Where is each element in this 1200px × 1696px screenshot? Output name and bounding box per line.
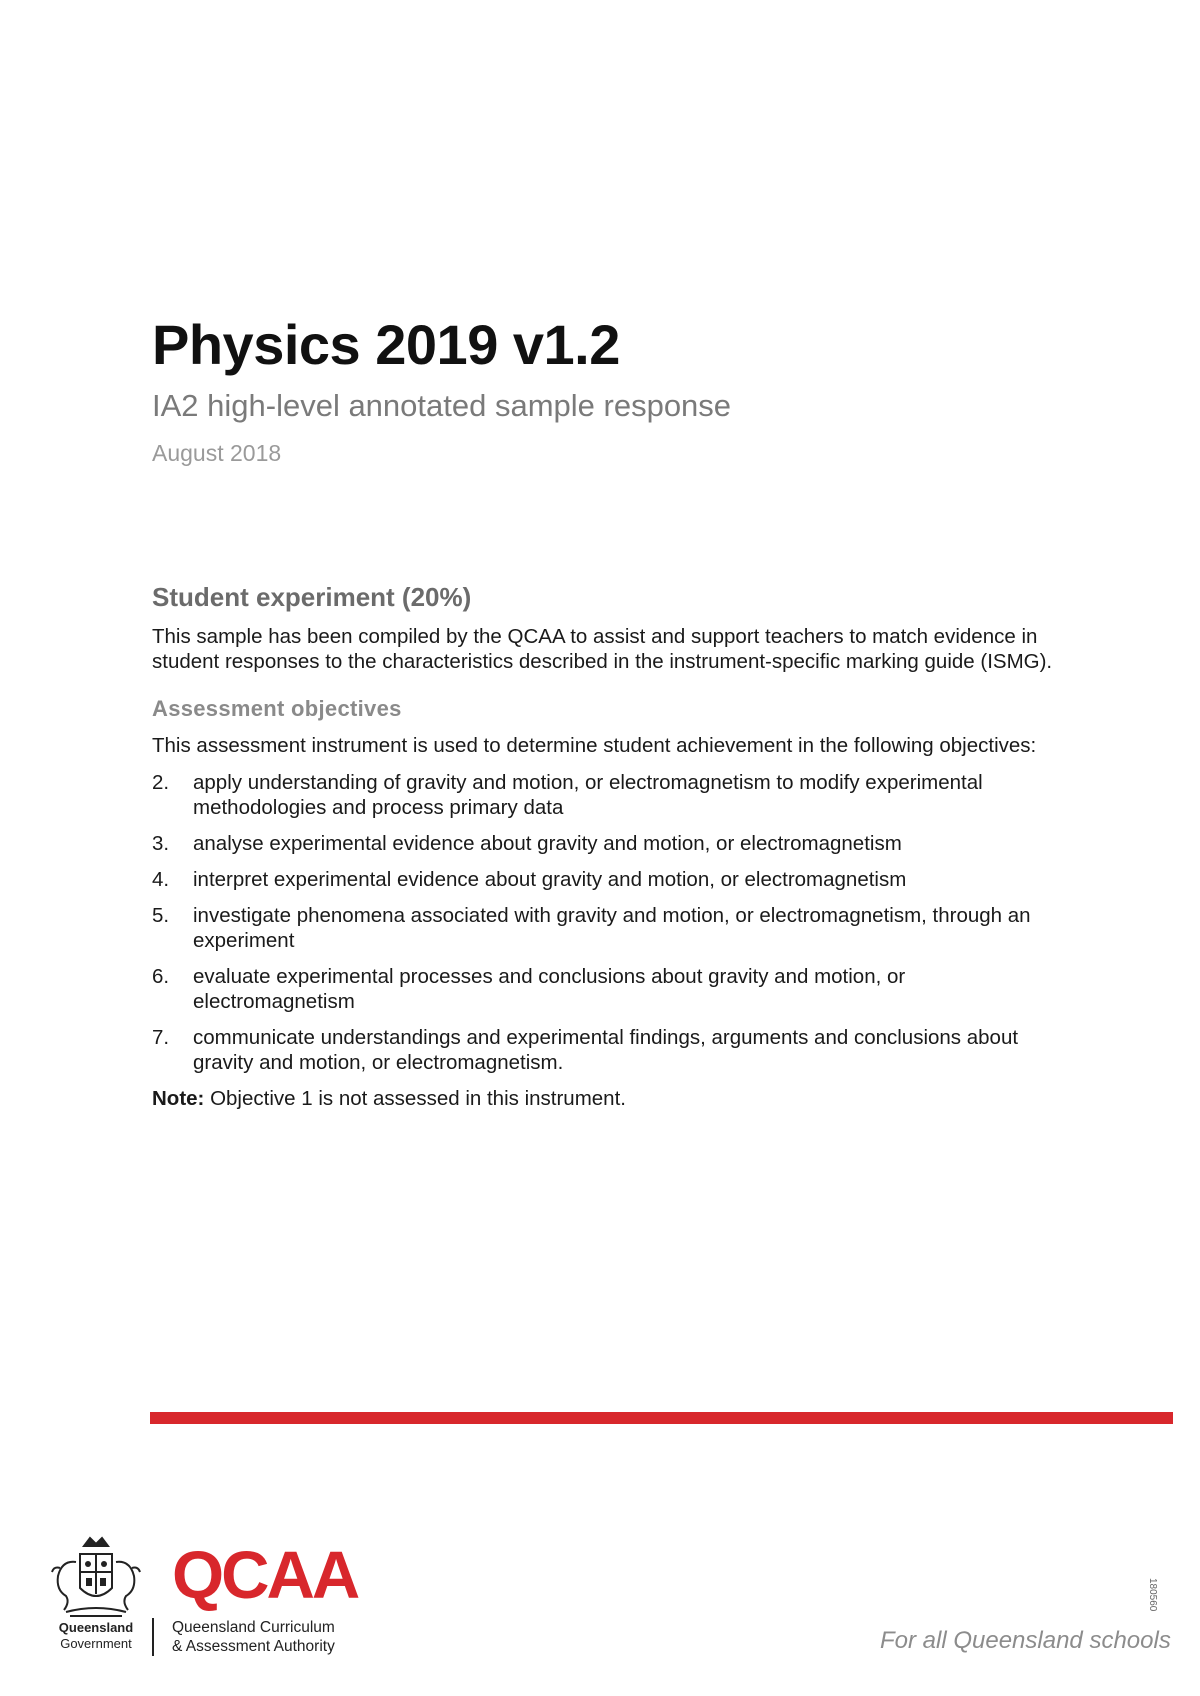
- note-label: Note:: [152, 1087, 205, 1110]
- objectives-heading: Assessment objectives: [152, 696, 402, 721]
- qcaa-line-1: Queensland Curriculum: [172, 1619, 335, 1636]
- objectives-list: [152, 770, 1062, 1075]
- document-subtitle: IA2 high-level annotated sample response: [152, 388, 732, 423]
- footer-tagline: For all Queensland schools: [880, 1627, 1171, 1654]
- objective-item: [152, 831, 1062, 856]
- objective-number: 5.: [152, 904, 170, 927]
- objective-text: communicate understandings and experimental findings, arguments and conclusions about gravity and motion, or electromagnetism.: [193, 1026, 1019, 1074]
- objective-number: 3.: [152, 832, 170, 855]
- qcaa-logo-fullname: [172, 1618, 335, 1656]
- note-text: Objective 1 is not assessed in this instrument.: [204, 1087, 626, 1110]
- objective-text: apply understanding of gravity and motion, or electromagnetism to modify experimental methodologies and process primary data: [193, 771, 983, 819]
- objective-item: [152, 867, 1062, 892]
- qcaa-logo-acronym: QCAA: [172, 1538, 358, 1613]
- objectives-lead: This assessment instrument is used to determine student achievement in the following objectives:: [152, 734, 1037, 757]
- objective-text: interpret experimental evidence about gravity and motion, or electromagnetism: [193, 868, 907, 891]
- gov-line-1: Queensland: [58, 1620, 134, 1635]
- section-intro: This sample has been compiled by the QCAA to assist and support teachers to match evidence in student responses to the characteristics described in the instrument-specific marking guide (ISMG).: [152, 625, 1053, 673]
- objective-text: investigate phenomena associated with gravity and motion, or electromagnetism, through an experiment: [193, 904, 1031, 952]
- logo-divider: [152, 1618, 154, 1656]
- qcaa-line-2: & Assessment Authority: [172, 1638, 335, 1655]
- objective-number: 6.: [152, 965, 170, 988]
- objective-number: 7.: [152, 1026, 170, 1049]
- section-heading: Student experiment (20%): [152, 582, 472, 612]
- document-date: August 2018: [152, 440, 282, 466]
- objective-number: 4.: [152, 868, 170, 891]
- objective-text: analyse experimental evidence about gravity and motion, or electromagnetism: [193, 832, 902, 855]
- gov-line-2: Government: [60, 1636, 132, 1651]
- objective-text: evaluate experimental processes and conclusions about gravity and motion, or electromagnetism: [193, 965, 906, 1013]
- objective-item: [152, 770, 1062, 820]
- objective-number: 2.: [152, 771, 170, 794]
- objective-item: [152, 903, 1062, 953]
- objective-item: [152, 964, 1062, 1014]
- document-id: 180560: [1147, 1578, 1158, 1612]
- queensland-government-wordmark: [48, 1620, 144, 1652]
- red-divider-rule: [150, 1412, 1173, 1424]
- objective-item: [152, 1025, 1062, 1075]
- document-title: Physics 2019 v1.2: [152, 313, 620, 376]
- objectives-note: [152, 1086, 1062, 1111]
- document-body: [152, 582, 1062, 1111]
